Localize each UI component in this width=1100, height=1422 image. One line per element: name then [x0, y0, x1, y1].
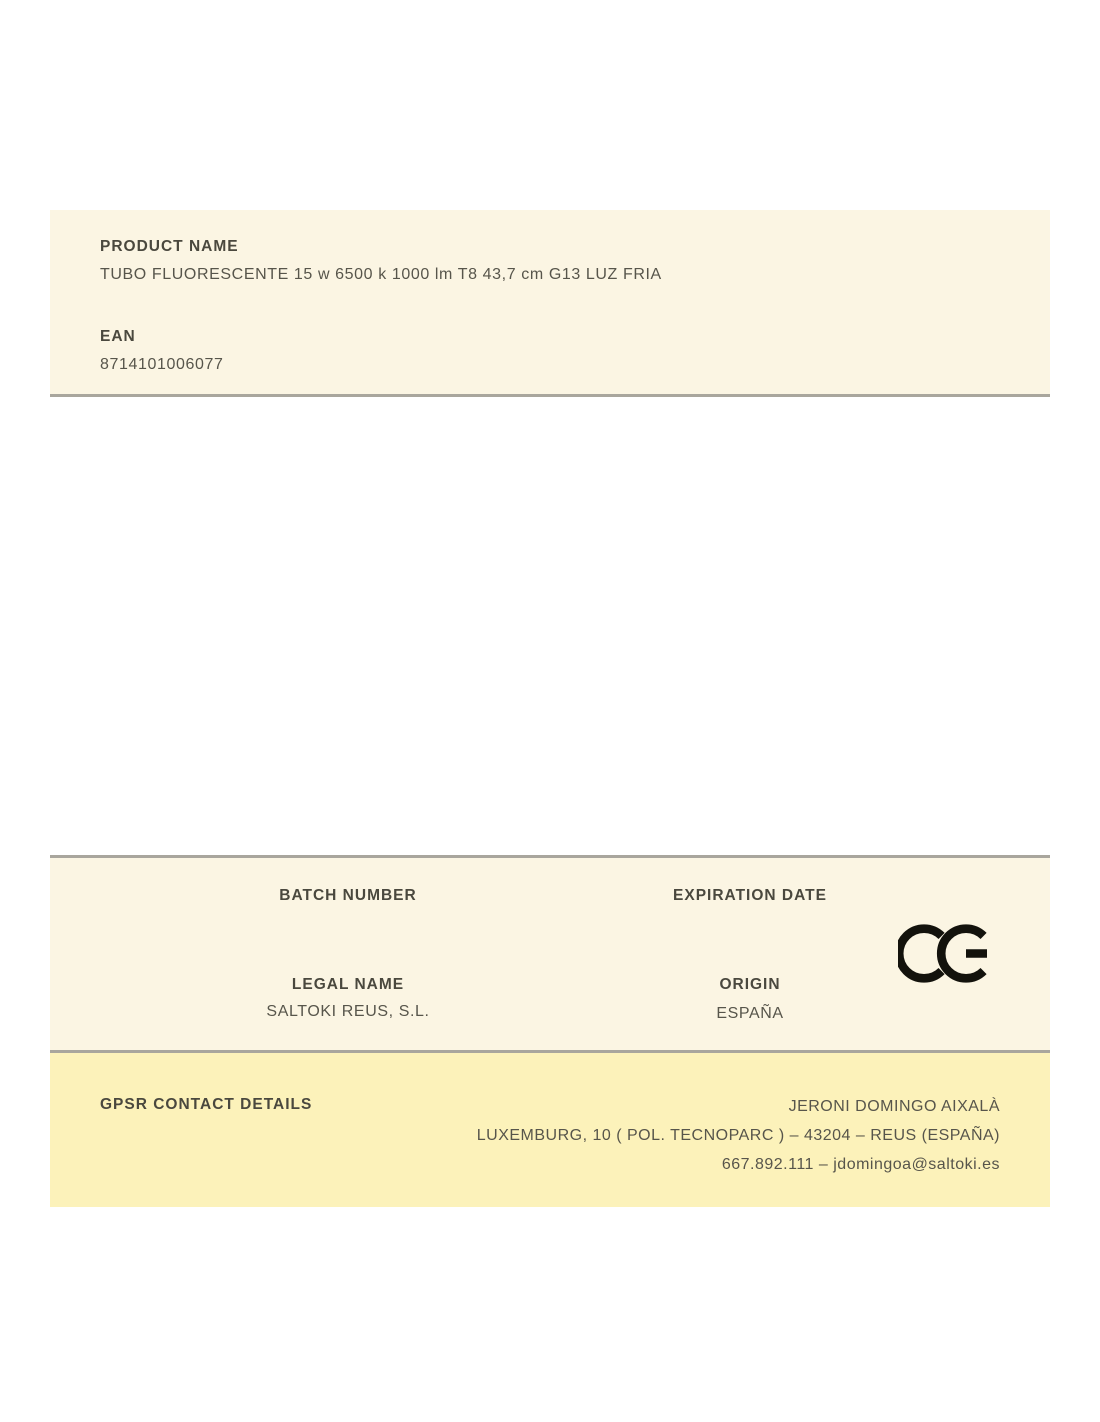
- gpsr-contact-panel: [50, 1053, 1050, 1207]
- legal-name-label: LEGAL NAME: [291, 976, 405, 993]
- gpsr-contact-label: GPSR CONTACT DETAILS: [100, 1096, 313, 1113]
- legal-name-value: SALTOKI REUS, S.L.: [266, 1003, 430, 1020]
- product-name-value: TUBO FLUORESCENTE 15 w 6500 k 1000 lm T8 43,7 cm G13 LUZ FRIA: [100, 266, 662, 283]
- ce-mark-icon: [898, 922, 992, 985]
- batch-number-label: BATCH NUMBER: [279, 887, 417, 904]
- origin-value: ESPAÑA: [716, 1005, 784, 1022]
- product-name-label: PRODUCT NAME: [100, 238, 239, 255]
- batch-origin-panel: [50, 855, 1050, 1053]
- expiration-date-label: EXPIRATION DATE: [673, 887, 827, 904]
- gpsr-contact-name: JERONI DOMINGO AIXALÀ: [788, 1098, 1000, 1115]
- gpsr-contact-address: LUXEMBURG, 10 ( POL. TECNOPARC ) – 43204 – REUS (ESPAÑA): [476, 1127, 1000, 1144]
- ean-label: EAN: [100, 328, 136, 345]
- product-info-panel: [50, 210, 1050, 397]
- ean-value: 8714101006077: [100, 356, 224, 373]
- gpsr-contact-phone-email: 667.892.111 – jdomingoa@saltoki.es: [721, 1156, 1000, 1173]
- origin-label: ORIGIN: [719, 976, 781, 993]
